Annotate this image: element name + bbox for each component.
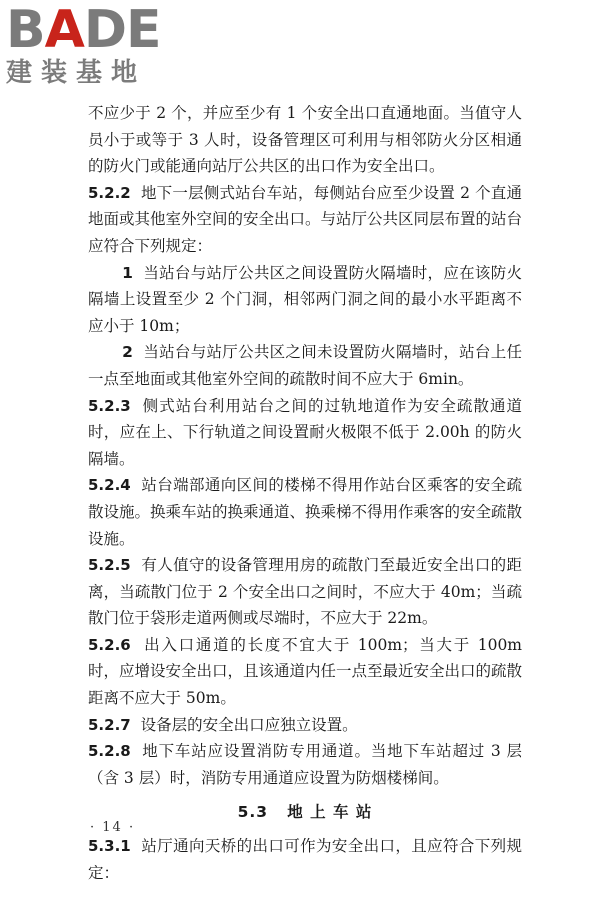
clause-text: 地下车站应设置消防专用通道。当地下车站超过 3 层（含 3 层）时，消防专用通道应设置为防烟楼梯间。 (88, 742, 522, 787)
clause-text: 站台端部通向区间的楼梯不得用作站台区乘客的安全疏散设施。换乘车站的换乘通道、换乘梯不得用作乘客的安全疏散设施。 (88, 476, 523, 548)
document-body (88, 100, 522, 887)
clause-5-2-5 (88, 552, 522, 632)
logo-letter-a: A (44, 0, 84, 60)
clause-number: 5.3.1 (88, 837, 131, 856)
clause-5-2-4 (88, 472, 522, 552)
clause-number: 5.2.6 (88, 635, 131, 654)
clause-number: 5.2.4 (88, 476, 131, 495)
logo-wordmark (6, 0, 176, 60)
clause-5-2-6 (88, 632, 522, 712)
clause-5-2-8 (88, 738, 522, 791)
clause-5-2-7 (88, 712, 522, 739)
section-title: 地 上 车 站 (287, 803, 373, 822)
clause-text: 站厅通向天桥的出口可作为安全出口，且应符合下列规定： (88, 837, 522, 883)
page-number: · 14 · (90, 820, 136, 835)
clause-text: 有人值守的设备管理用房的疏散门至最近安全出口的距离，当疏散门位于 2 个安全出口之间时，不应大于 40m；当疏散门位于袋形走道两侧或尽端时，不应大于 22m。 (88, 556, 522, 628)
clause-5-3-1 (88, 833, 522, 886)
logo-letter-b: B (6, 0, 45, 60)
item-number: 1 (122, 263, 133, 282)
clause-number: 5.2.7 (88, 715, 131, 734)
clause-text: 出入口通道的长度不宜大于 100m；当大于 100m 时，应增设安全出口，且该通道内任一点至最近安全出口的疏散距离不应大于 50m。 (88, 635, 523, 708)
clause-5-2-2 (88, 180, 522, 260)
section-number: 5.3 (237, 803, 269, 822)
bade-logo (6, 0, 176, 96)
item-text: 当站台与站厅公共区之间设置防火隔墙时，应在该防火隔墙上设置至少 2 个门洞，相邻两门洞之间的最小水平距离不应小于 10m； (88, 263, 522, 335)
item-text: 当站台与站厅公共区之间未设置防火隔墙时，站台上任一点至地面或其他室外空间的疏散时间不应大于 6min。 (88, 343, 522, 388)
item-number: 2 (122, 343, 133, 362)
logo-letters-de: DE (83, 0, 161, 60)
clause-number: 5.2.3 (88, 396, 131, 415)
list-item-1 (88, 260, 522, 340)
clause-5-2-3 (88, 393, 522, 473)
clause-text: 侧式站台利用站台之间的过轨地道作为安全疏散通道时，应在上、下行轨道之间设置耐火极限不低于 2.00h 的防火隔墙。 (88, 396, 522, 468)
clause-text: 地下一层侧式站台车站，每侧站台应至少设置 2 个直通地面或其他室外空间的安全出口。与站厅公共区同层布置的站台应符合下列规定： (88, 183, 523, 255)
clause-number: 5.2.2 (88, 183, 131, 202)
paragraph-continuation (88, 100, 522, 180)
clause-text: 设备层的安全出口应独立设置。 (140, 715, 358, 734)
logo-subtitle: 建装基地 (6, 58, 147, 88)
clause-number: 5.2.8 (88, 742, 131, 761)
paragraph-text: 不应少于 2 个，并应至少有 1 个安全出口直通地面。当值守人员小于或等于 3 人时，设备管理区可利用与相邻防火分区相通的防火门或能通向站厅公共区的出口作为安全出口。 (88, 104, 522, 176)
clause-number: 5.2.5 (88, 556, 131, 575)
list-item-2 (88, 339, 522, 392)
section-heading (88, 799, 522, 825)
